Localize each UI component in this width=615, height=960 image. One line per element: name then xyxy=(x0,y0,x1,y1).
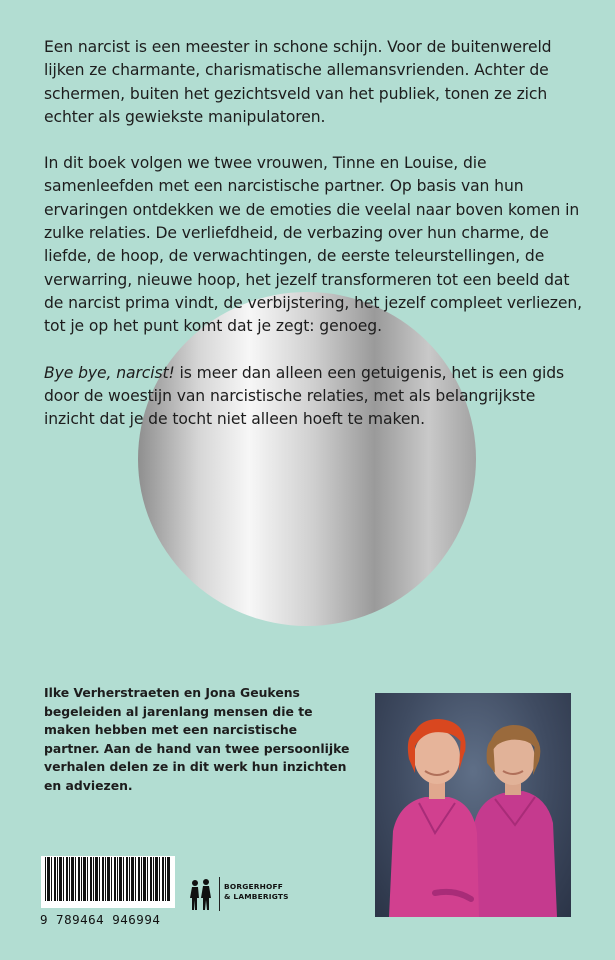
blurb-paragraph-3 xyxy=(44,362,584,432)
blurb-paragraph-3-rest: is meer dan alleen een getuigenis, het is een gids door de woestijn van narcistische relaties, met als belangrijkste inzicht dat je de tocht niet alleen hoeft te maken. xyxy=(44,363,565,429)
blurb-paragraph-2: In dit boek volgen we twee vrouwen, Tinne en Louise, die samenleefden met een narcistische partner. Op basis van hun ervaringen ontdekken we de emoties die veelal naar boven komen in zulke relaties. De verliefdheid, de verbazing over hun charme, de liefde, de hoop, de verwachtingen, de eerste teleurstellingen, de verwarring, nieuwe hoop, het jezelf transformeren tot een beeld dat de narcist prima vindt, de verbijstering, het jezelf compleet verliezen, tot je op het punt komt dat je zegt: genoeg. xyxy=(44,154,583,336)
publisher-name xyxy=(224,882,289,902)
blurb-paragraph-1: Een narcist is een meester in schone schijn. Voor de buitenwereld lijken ze charmante, charismatische allemansvrienden. Achter de schermen, buiten het gezichtsveld van het publiek, tonen ze zich echter als gewiekste manipulatoren. xyxy=(44,38,552,126)
barcode-bars xyxy=(45,857,171,901)
authors-portrait-illustration xyxy=(375,693,571,917)
isbn-barcode xyxy=(41,856,175,908)
book-title-inline: Bye bye, narcist! xyxy=(44,363,175,382)
author-photo xyxy=(375,693,571,917)
isbn-number: 9 789464 946994 xyxy=(40,912,161,927)
publisher-logo-icon xyxy=(189,878,213,912)
publisher-name-line-2: & LAMBERIGTS xyxy=(224,892,289,901)
back-cover-blurb xyxy=(44,36,584,454)
publisher-name-line-1: BORGERHOFF xyxy=(224,882,283,891)
author-bio: Ilke Verherstraeten en Jona Geukens begeleiden al jarenlang mensen die te maken hebben met een narcistische partner. Aan de hand van twee persoonlijke verhalen delen ze in dit werk hun inzichten en adviezen. xyxy=(44,685,350,793)
publisher-divider xyxy=(219,877,220,911)
